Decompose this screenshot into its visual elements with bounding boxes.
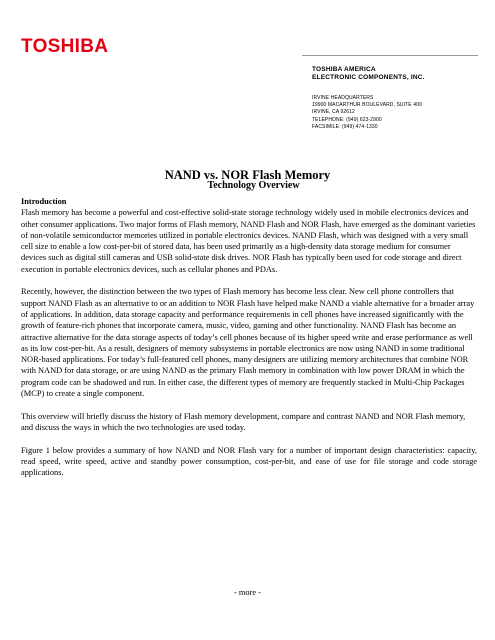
document-body: [21, 196, 477, 490]
address-line: IRVINE HEADQUARTERS: [312, 95, 374, 101]
body-paragraph: Figure 1 below provides a summary of how NAND and NOR Flash vary for a number of important design characteristics: capacity, read speed, write speed, active and standby power consumption, cost-per-bit, and ease of use for file storage and code storage applications.: [21, 445, 477, 478]
section-heading: Introduction: [21, 197, 67, 206]
header-divider: [302, 55, 478, 56]
company-name-line: ELECTRONIC COMPONENTS, INC.: [312, 74, 425, 81]
document-subtitle: Technology Overview: [207, 180, 300, 191]
document-title: NAND vs. NOR Flash Memory: [164, 168, 331, 182]
address-line: IRVINE, CA 92612: [312, 109, 355, 116]
page-footer: - more -: [234, 588, 261, 597]
company-name-line: TOSHIBA AMERICA: [312, 66, 376, 73]
body-paragraph: Flash memory has become a powerful and cost-effective solid-state storage technology widely used in mobile electronics devices and other consumer applications. Two major forms of Flash memory, NAND Flash and NOR Flash, have emerged as the dominant varieties of non-volatile semiconductor memories utilized in portable electronics devices. NAND Flash, which was designed with a very small cell size to enable a low cost-per-bit of stored data, has been used primarily as a high-density data storage medium for consumer devices such as digital still cameras and USB solid-state disk drives. NOR Flash has typically been used for code storage and direct execution in portable electronics devices, such as cellular phones and PDAs.: [21, 208, 476, 274]
body-paragraph: Recently, however, the distinction between the two types of Flash memory has become less clear. New cell phone controllers that support NAND Flash as an alternative to or an addition to NOR Flash have helped make NAND a viable alternative for a broader array of applications. In addition, data storage capacity and performance requirements in cell phones have increased significantly with the growth of feature-rich phones that incorporate camera, music, video, gaming and other functionality. NAND Flash has become an attractive alternative for the data storage aspects of today’s cell phones because of its higher speed write and erase performance as well as its low cost-per-bit. As a result, designers of memory subsystems in portable electronics are now using NAND in some traditional NOR-based applications. For today’s full-featured cell phones, many designers are utilizing memory architectures that combine NOR with NAND for data storage, or are using NAND as the primary Flash memory in combination with low power DRAM in which the program code can be shadowed and run. In either case, the different types of memory are frequently stacked in Multi-Chip Packages (MCP) to create a single component.: [21, 287, 475, 399]
address-line: 19900 MACARTHUR BOULEVARD, SUITE 400: [312, 102, 422, 109]
body-paragraph: This overview will briefly discuss the history of Flash memory development, compare and contrast NAND and NOR Flash memory, and discuss the ways in which the two technologies are used today.: [21, 411, 466, 432]
address-line: TELEPHONE: (949) 623-2900: [312, 116, 382, 123]
address-line: FACSIMILE: (949) 474-1330: [312, 123, 378, 130]
company-name: [312, 66, 425, 82]
company-address: [312, 95, 422, 131]
toshiba-logo: TOSHIBA: [21, 36, 109, 57]
